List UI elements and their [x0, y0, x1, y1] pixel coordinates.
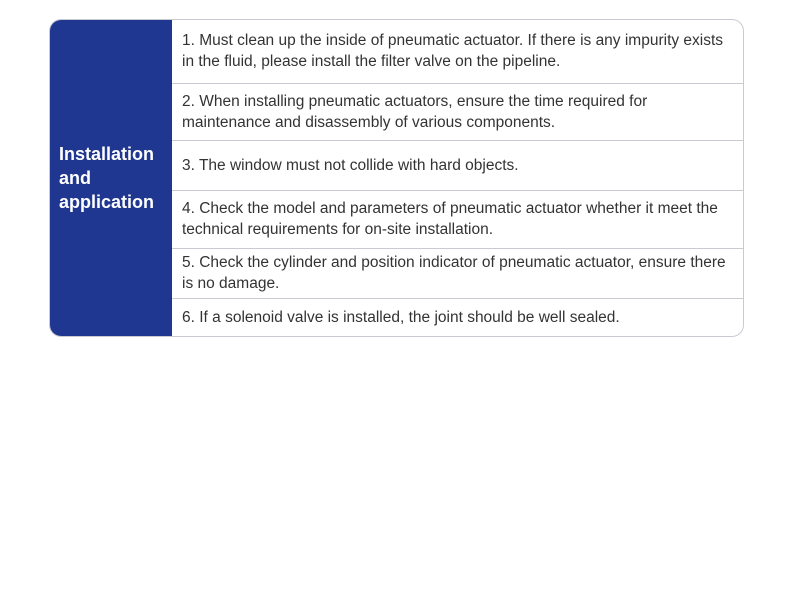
instruction-item-6: 6. If a solenoid valve is installed, the joint should be well sealed.: [172, 298, 743, 336]
instruction-item-3: 3. The window must not collide with hard objects.: [172, 140, 743, 190]
instruction-item-2: 2. When installing pneumatic actuators, ensure the time required for maintenance and disassembly of various components.: [172, 83, 743, 141]
instruction-item-1: 1. Must clean up the inside of pneumatic actuator. If there is any impurity exists in the fluid, please install the filter valve on the pipeline.: [182, 32, 724, 71]
instruction-list: [172, 20, 743, 336]
instruction-item-5: 5. Check the cylinder and position indicator of pneumatic actuator, ensure there is no damage.: [172, 248, 743, 299]
installation-table: [49, 19, 744, 337]
instruction-item-4: 4. Check the model and parameters of pneumatic actuator whether it meet the technical requirements for on-site installation.: [172, 190, 743, 248]
section-header-cell: [50, 20, 172, 336]
section-header: Installation and application: [59, 144, 155, 212]
